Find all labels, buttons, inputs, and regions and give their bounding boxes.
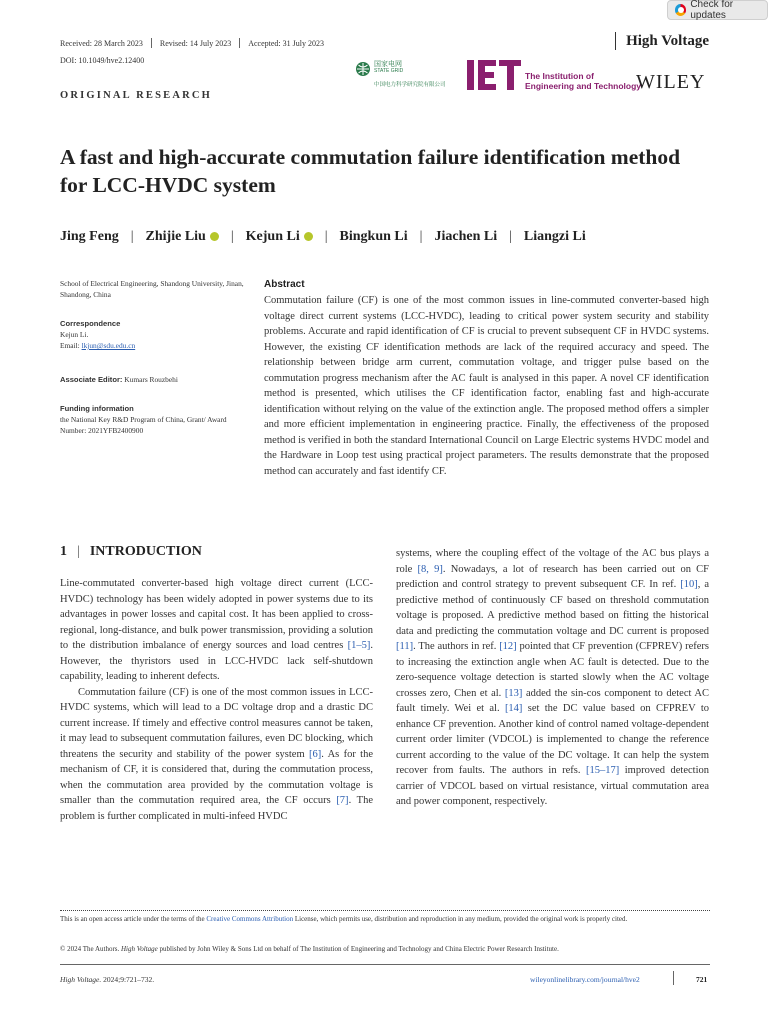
article-title: A fast and high-accurate commutation failure identification method for LCC-HVDC system <box>60 145 681 197</box>
body-left-column <box>60 576 373 824</box>
page-number: 721 <box>696 975 708 984</box>
journal-name: High Voltage <box>615 32 709 50</box>
email-link[interactable]: lkjun@sdu.edu.cn <box>81 341 136 350</box>
abstract-text: Commutation failure (CF) is one of the most common issues in line-commuted converter-based high voltage direct current systems (LCC-HVDC), leading to critical power system security and stability problems. Accurate and rapid identification of CF is crucial to prevent subsequent CF in HVDC systems. However, the existing CF identification methods are lack of the required accuracy and speed. The relationship between bridge arm current, commutation voltage, and trigger pulse based on the commutation progress mechanism after the AC fault is analysed in this paper. A novel CF identification method is presented, which utilises the CF identification factor, enabling fast and high-accurate identification without relying on the value of the extinction angle. The proposed method offers a simpler and more efficient implementation in engineering practice. Finally, the effectiveness of the proposed method is verified in both the standard International Council on Large Electric systems HVDC model and the Hardware in Loop test using practical project parameters. The results demonstrate that the proposed method can accurately and fast identify CF. <box>264 295 709 477</box>
section-heading: 1 | INTRODUCTION <box>60 544 202 559</box>
abstract-heading: Abstract <box>264 279 305 290</box>
citation-link[interactable]: [15–17] <box>586 765 620 776</box>
author-name[interactable]: Bingkun Li <box>339 229 408 244</box>
affiliation: School of Electrical Engineering, Shandong University, Jinan, Shandong, China <box>60 279 244 299</box>
paragraph: systems, where the coupling effect of the voltage of the AC bus plays a role [8, 9]. Nowadays, a lot of research has been carried out on CF prediction and control strategy to prevent subsequent CF. In ref. [10], a predictive method of continuously CF based on threshold commutation voltage is proposed. A predictive method based on fitting the historical data and predicting the commutation voltage and DC current is proposed [11]. The authors in ref. [12] pointed that CF prevention (CFPREV) refers to increasing the extinction angle when AC fault is detected. Due to the zero-sequence voltage detection is started slowly when the AC voltage crosses zero, Chen et al. [13] added the sin-cos component to detect AC fault timely. Wei et al. [14] set the DC value based on CFPREV to enhance CF prevention. Another kind of control named voltage-dependent current order limiter (VDCOL) is implemented to change the reference current according to the value of the DC voltage. It can help the system recover from faults. The authors in refs. [15–17] improved detection carrier of VDCOL based on virtual resistance, virtual commutation area and power component, respectively. <box>396 548 709 807</box>
revised-date: Revised: 14 July 2023 <box>159 38 232 48</box>
citation-link[interactable]: [14] <box>504 703 523 714</box>
license-link[interactable]: Creative Commons Attribution <box>206 915 294 923</box>
divider <box>239 38 240 48</box>
associate-editor: Associate Editor: Kumars Rouzbehi <box>60 375 178 384</box>
article-dates <box>60 38 324 48</box>
divider <box>151 38 152 48</box>
citation-link[interactable]: [6] <box>308 748 322 760</box>
correspondence: Correspondence Kejun Li. Email: lkjun@sdu.edu.cn <box>60 319 136 350</box>
citation-link[interactable]: [12] <box>499 641 517 652</box>
check-for-updates-label: Check for updates <box>690 0 734 21</box>
author-name[interactable]: Zhijie Liu <box>145 229 206 244</box>
footnote-divider <box>60 910 710 911</box>
orcid-icon[interactable] <box>304 232 313 241</box>
citation-link[interactable]: [1–5] <box>347 640 371 651</box>
orcid-icon[interactable] <box>210 232 219 241</box>
check-for-updates-button[interactable] <box>667 0 768 20</box>
body-right-column <box>396 546 709 810</box>
journal-url-link[interactable]: wileyonlinelibrary.com/journal/hve2 <box>530 975 640 984</box>
footer-rule <box>60 964 710 965</box>
copyright-note: © 2024 The Authors. High Voltage published by John Wiley & Sons Ltd on behalf of The Institution of Engineering and Technology and China Electric Power Research Institute. <box>60 945 559 953</box>
accepted-date: Accepted: 31 July 2023 <box>248 38 324 48</box>
author-name[interactable]: Jing Feng <box>60 229 119 244</box>
license-note: This is an open access article under the terms of the Creative Commons Attribution License, which permits use, distribution and reproduction in any medium, provided the original work is properly cited. <box>60 915 628 923</box>
state-grid-name: 国家电网 STATE GRID <box>374 61 404 74</box>
author-name[interactable]: Kejun Li <box>245 229 300 244</box>
received-date: Received: 28 March 2023 <box>60 38 143 48</box>
citation-link[interactable]: [10] <box>680 579 698 590</box>
funding-info: Funding information the National Key R&D Program of China, Grant/ Award Number: 2021YFB2400900 <box>60 404 227 435</box>
author-list: Jing Feng | Zhijie Liu | Kejun Li | Bingkun Li | Jiachen Li | Liangzi Li <box>60 229 586 244</box>
state-grid-subname: 中国电力科学研究院有限公司 <box>374 82 446 88</box>
citation-line: High Voltage. 2024;9:721–732. <box>60 975 155 984</box>
wiley-logo: WILEY <box>636 71 706 93</box>
article-type: ORIGINAL RESEARCH <box>60 90 213 101</box>
doi[interactable]: DOI: 10.1049/hve2.12400 <box>60 56 145 65</box>
citation-link[interactable]: [13] <box>504 687 523 699</box>
paragraph: Line-commutated converter-based high voltage direct current (LCC-HVDC) technology has been widely adopted in power systems due to its advantages in power losses and capital cost. It has been applied to cross-regional, long-distance, and bulk power transmission, providing a solution to the distribution imbalance of energy sources and load centres [1–5]. However, the thyristors used in LCC-HVDC lack self-shutdown capability, leading to inherent defects. <box>60 578 373 682</box>
citation-link[interactable]: [11] <box>396 641 414 652</box>
divider <box>673 971 674 985</box>
paragraph: Commutation failure (CF) is one of the most common issues in LCC-HVDC systems, which will lead to a DC voltage drop and a drastic DC current increase. If timely and effective control measures cannot be taken, it may lead to subsequent commutation failures, even DC blocking, which threatens the security and stability of the power system [6]. As for the mechanism of CF, it is considered that, during the commutation process, when the commutation area provided by the commutation voltage is smaller than the commutation required area, the CF occurs [7]. The problem is further complicated in multi-infeed HVDC <box>60 686 373 822</box>
citation-link[interactable]: [8, 9] <box>417 563 443 575</box>
crossmark-icon <box>675 4 686 16</box>
iet-logo <box>467 60 523 90</box>
citation-link[interactable]: [7] <box>336 795 349 806</box>
author-name[interactable]: Liangzi Li <box>523 229 586 244</box>
iet-name: The Institution of Engineering and Technology <box>525 71 642 91</box>
author-name[interactable]: Jiachen Li <box>434 229 498 244</box>
